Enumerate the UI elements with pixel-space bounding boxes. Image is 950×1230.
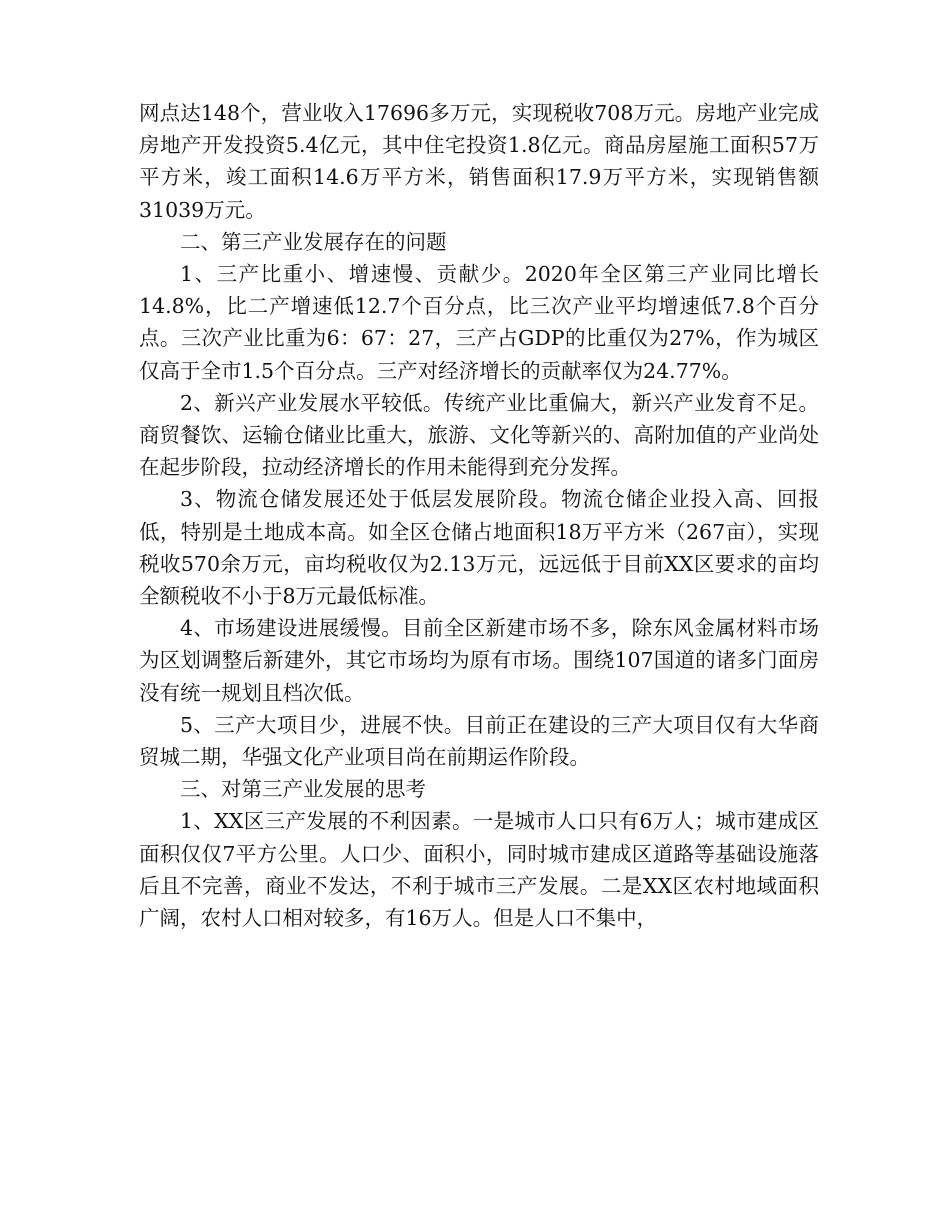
document-page bbox=[139, 97, 819, 934]
paragraph-problem-3: 3、物流仓储发展还处于低层发展阶段。物流仓储企业投入高、回报低，特别是土地成本高。如全区仓储占地面积18万平方米（267亩），实现税收570余万元，亩均税收仅为2.13万元，远远低于目前XX区要求的亩均全额税收不小于8万元最低标准。 bbox=[139, 487, 819, 609]
paragraph-housing-stats: 网点达148个，营业收入17696多万元，实现税收708万元。房地产业完成房地产开发投资5.4亿元，其中住宅投资1.8亿元。商品房屋施工面积57万平方米，竣工面积14.6万平方米，销售面积17.9万平方米，实现销售额31039万元。 bbox=[139, 101, 819, 222]
paragraph-problem-1: 1、三产比重小、增速慢、贡献少。2020年全区第三产业同比增长14.8%，比二产增速低12.7个百分点，比三次产业平均增速低7.8个百分点。三次产业比重为6：67：27，三产占GDP的比重仅为27%，作为城区仅高于全市1.5个百分点。三产对经济增长的贡献率仅为24.77%。 bbox=[139, 262, 819, 383]
paragraph-problem-2: 2、新兴产业发展水平较低。传统产业比重偏大，新兴产业发育不足。商贸餐饮、运输仓储业比重大，旅游、文化等新兴的、高附加值的产业尚处在起步阶段，拉动经济增长的作用未能得到充分发挥。 bbox=[139, 390, 819, 480]
paragraph-problem-4: 4、市场建设进展缓慢。目前全区新建市场不多，除东风金属材料市场为区划调整后新建外，其它市场均为原有市场。围绕107国道的诸多门面房没有统一规划且档次低。 bbox=[139, 616, 819, 705]
paragraph-thought-1: 1、XX区三产发展的不利因素。一是城市人口只有6万人；城市建成区面积仅仅7平方公里。人口少、面积小，同时城市建成区道路等基础设施落后且不完善，商业不发达，不利于城市三产发展。二是XX区农村地域面积广阔，农村人口相对较多，有16万人。但是人口不集中， bbox=[139, 809, 819, 931]
section-heading-problems: 二、第三产业发展存在的问题 bbox=[180, 229, 447, 254]
section-heading-thoughts: 三、对第三产业发展的思考 bbox=[180, 777, 426, 802]
paragraph-problem-5: 5、三产大项目少，进展不快。目前正在建设的三产大项目仅有大华商贸城二期，华强文化产业项目尚在前期运作阶段。 bbox=[139, 712, 819, 770]
